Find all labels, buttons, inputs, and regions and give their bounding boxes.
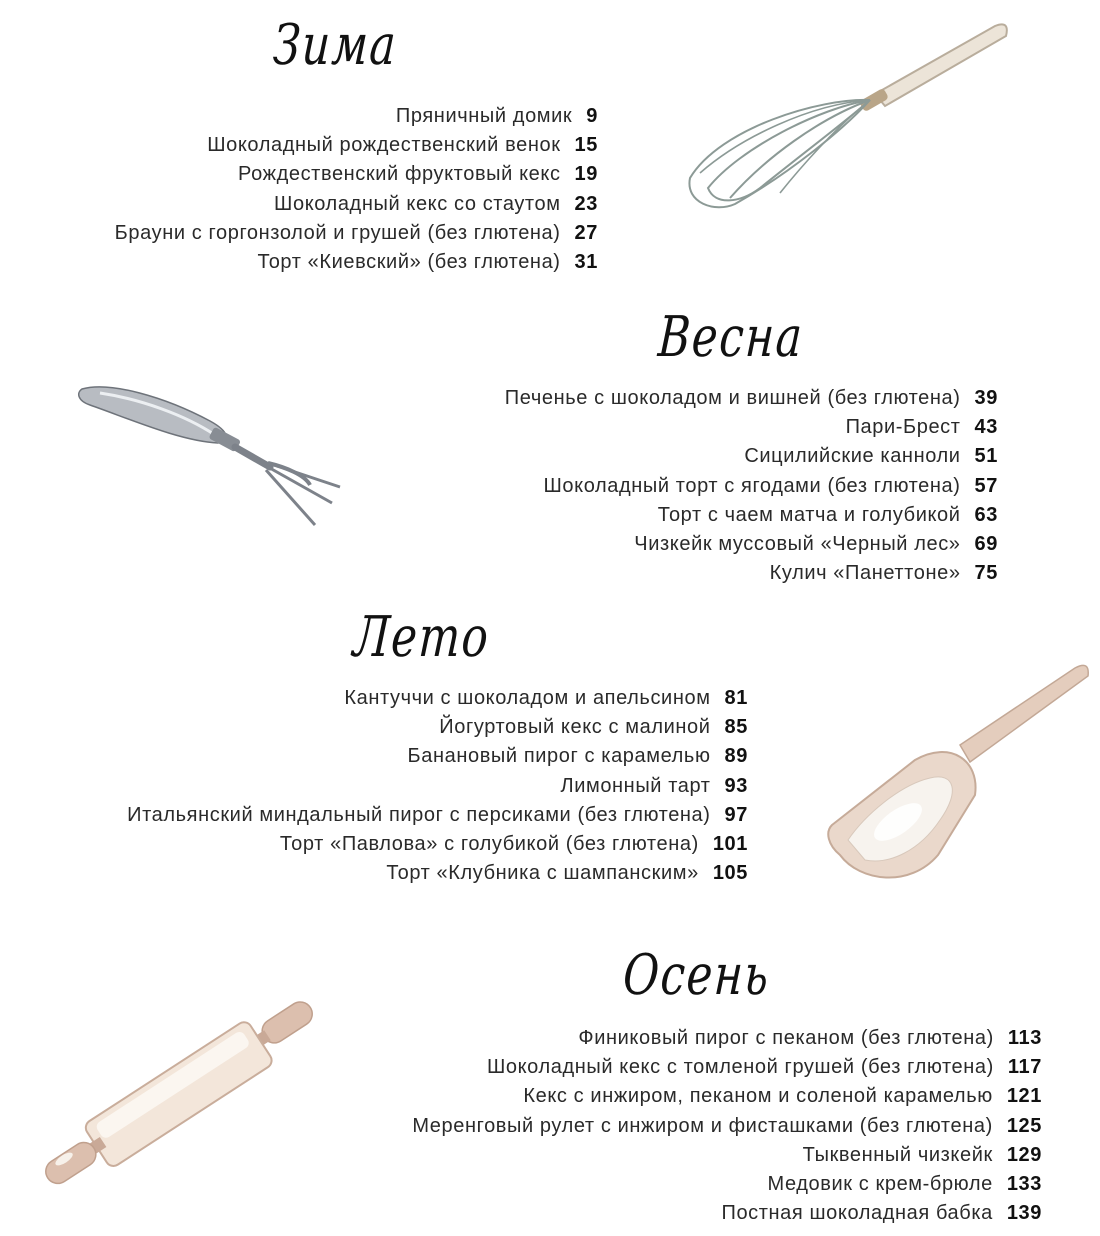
- recipe-name: Кулич «Панеттоне»: [769, 562, 961, 585]
- page-number: 39: [974, 387, 998, 409]
- list-item[interactable]: [115, 190, 598, 219]
- page-number: 23: [574, 192, 598, 215]
- list-item[interactable]: [505, 384, 998, 413]
- whisk-illustration: [670, 8, 1020, 228]
- recipe-name: Кекс с инжиром, пеканом и соленой карамелью: [523, 1085, 993, 1108]
- recipe-name: Шоколадный кекс с томленой грушей (без глютена): [486, 1056, 994, 1079]
- recipe-name: Торт «Павлова» с голубикой (без глютена): [279, 832, 699, 855]
- recipe-name: Пряничный домик: [395, 105, 573, 127]
- recipe-name: Рождественский фруктовый кекс: [238, 163, 561, 186]
- flour-scoop-illustration: [820, 650, 1100, 890]
- recipe-name: Лимонный тарт: [560, 774, 711, 797]
- list-item[interactable]: [115, 219, 598, 248]
- page-number: 129: [1006, 1143, 1042, 1166]
- page-number: 63: [974, 503, 998, 526]
- rolling-pin-illustration: [10, 960, 360, 1220]
- page-number: 125: [1006, 1114, 1042, 1137]
- list-item[interactable]: [412, 1112, 1042, 1141]
- page-number: 97: [724, 803, 748, 826]
- list-item[interactable]: [127, 859, 748, 888]
- list-item[interactable]: [115, 248, 598, 277]
- page-number: 15: [574, 134, 598, 157]
- page-number: 121: [1006, 1085, 1042, 1108]
- recipe-name: Кантуччи с шоколадом и апельсином: [344, 687, 711, 709]
- page-number: 93: [724, 774, 748, 797]
- list-item[interactable]: [412, 1141, 1042, 1170]
- list-item[interactable]: [505, 559, 998, 588]
- fork-illustration: [70, 375, 360, 545]
- page-number: 113: [1007, 1027, 1042, 1049]
- recipe-name: Итальянский миндальный пирог с персиками (без глютена): [127, 803, 711, 826]
- recipe-name: Печенье с шоколадом и вишней (без глютена): [504, 387, 961, 409]
- list-item[interactable]: [127, 742, 748, 771]
- list-item[interactable]: [505, 413, 998, 442]
- list-item[interactable]: [127, 713, 748, 742]
- list-item[interactable]: [127, 830, 748, 859]
- section-title-autumn: Осень: [621, 943, 772, 1008]
- list-item[interactable]: [412, 1170, 1042, 1199]
- winter-recipe-list: [115, 102, 598, 277]
- page-number: 27: [574, 221, 598, 244]
- recipe-name: Тыквенный чизкейк: [802, 1143, 993, 1166]
- page-number: 9: [586, 105, 598, 127]
- list-item[interactable]: [505, 530, 998, 559]
- recipe-name: Чизкейк муссовый «Черный лес»: [634, 532, 961, 555]
- section-title-winter: Зима: [271, 13, 399, 78]
- recipe-name: Сицилийские канноли: [744, 445, 961, 468]
- page-number: 75: [974, 562, 998, 585]
- page-number: 51: [974, 445, 998, 468]
- recipe-name: Шоколадный кекс со стаутом: [274, 192, 561, 215]
- list-item[interactable]: [505, 501, 998, 530]
- recipe-name: Медовик с крем-брюле: [767, 1172, 993, 1195]
- page-number: 139: [1006, 1202, 1042, 1225]
- list-item[interactable]: [505, 442, 998, 471]
- recipe-name: Торт «Клубника с шампанским»: [386, 862, 699, 885]
- page-number: 19: [574, 163, 598, 186]
- list-item[interactable]: [115, 160, 598, 189]
- list-item[interactable]: [505, 472, 998, 501]
- list-item[interactable]: [412, 1053, 1042, 1082]
- spring-recipe-list: [505, 384, 998, 588]
- recipe-name: Торт «Киевский» (без глютена): [257, 250, 561, 273]
- list-item[interactable]: [412, 1024, 1042, 1053]
- list-item[interactable]: [127, 684, 748, 713]
- autumn-recipe-list: [412, 1024, 1042, 1228]
- page-number: 31: [574, 250, 598, 273]
- list-item[interactable]: [115, 102, 598, 131]
- section-title-spring: Весна: [656, 305, 806, 370]
- page-number: 117: [1007, 1056, 1042, 1079]
- page-number: 101: [712, 832, 748, 855]
- recipe-name: Брауни с горгонзолой и грушей (без глютена): [114, 221, 561, 244]
- page-number: 133: [1006, 1172, 1042, 1195]
- recipe-name: Постная шоколадная бабка: [721, 1202, 993, 1225]
- page-number: 43: [974, 416, 998, 439]
- list-item[interactable]: [412, 1082, 1042, 1111]
- section-title-summer: Лето: [351, 605, 492, 670]
- recipe-name: Банановый пирог с карамелью: [407, 745, 711, 768]
- page-number: 89: [724, 745, 748, 768]
- page-number: 81: [724, 687, 748, 709]
- recipe-name: Торт с чаем матча и голубикой: [657, 503, 961, 526]
- recipe-name: Шоколадный торт с ягодами (без глютена): [543, 474, 961, 497]
- page-number: 57: [974, 474, 998, 497]
- recipe-name: Меренговый рулет с инжиром и фисташками (без глютена): [412, 1114, 993, 1137]
- list-item[interactable]: [412, 1199, 1042, 1228]
- page-number: 69: [974, 532, 998, 555]
- page-number: 85: [724, 716, 748, 739]
- recipe-name: Шоколадный рождественский венок: [207, 134, 561, 157]
- list-item[interactable]: [115, 131, 598, 160]
- recipe-name: Финиковый пирог с пеканом (без глютена): [578, 1027, 994, 1049]
- list-item[interactable]: [127, 801, 748, 830]
- page-number: 105: [712, 862, 748, 885]
- list-item[interactable]: [127, 772, 748, 801]
- summer-recipe-list: [127, 684, 748, 888]
- recipe-name: Пари-Брест: [845, 416, 961, 439]
- recipe-name: Йогуртовый кекс с малиной: [439, 716, 711, 739]
